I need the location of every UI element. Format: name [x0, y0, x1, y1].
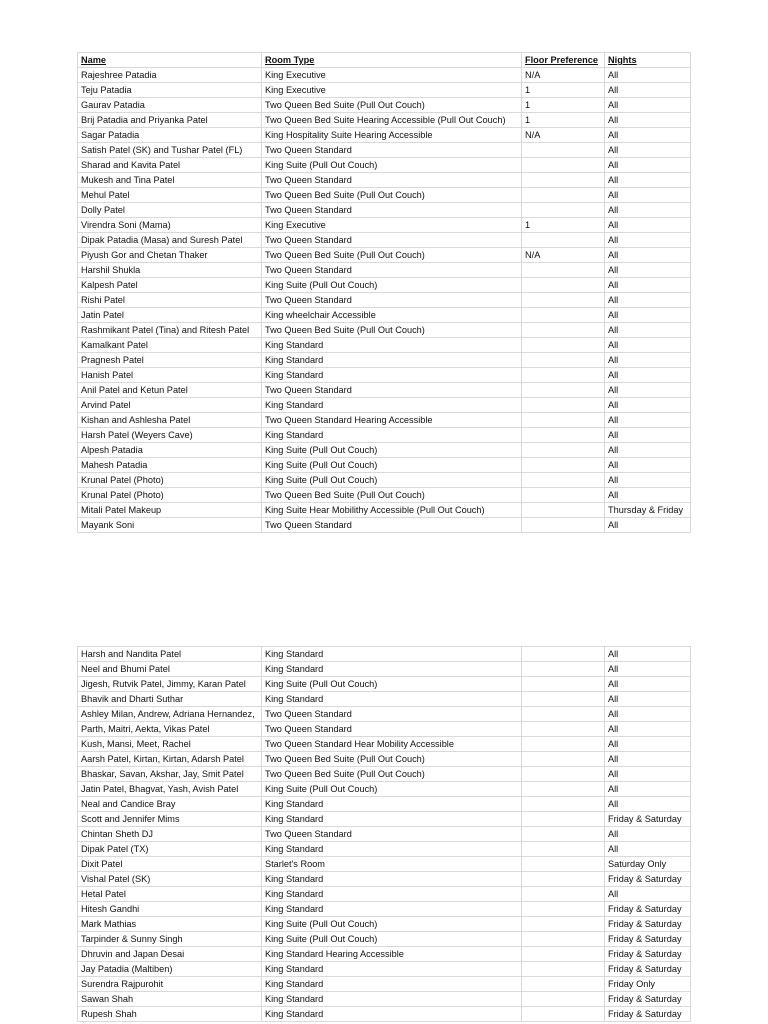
floor-preference-cell	[522, 977, 605, 992]
table-row	[78, 263, 691, 278]
nights-cell: All	[605, 113, 691, 128]
guest-name-cell: Hanish Patel	[78, 368, 262, 383]
table-row	[78, 827, 691, 842]
floor-preference-cell	[522, 947, 605, 962]
guest-name-cell: Jatin Patel	[78, 308, 262, 323]
floor-preference-cell: N/A	[522, 68, 605, 83]
room-type-cell: King wheelchair Accessible	[262, 308, 522, 323]
nights-cell: All	[605, 752, 691, 767]
floor-preference-cell	[522, 887, 605, 902]
guest-name-cell: Piyush Gor and Chetan Thaker	[78, 248, 262, 263]
nights-cell: All	[605, 677, 691, 692]
table-row	[78, 677, 691, 692]
table-row	[78, 413, 691, 428]
room-type-cell: King Suite (Pull Out Couch)	[262, 458, 522, 473]
guest-name-cell: Harsh and Nandita Patel	[78, 647, 262, 662]
table-row	[78, 518, 691, 533]
nights-cell: All	[605, 233, 691, 248]
nights-cell: All	[605, 353, 691, 368]
guest-name-cell: Jatin Patel, Bhagvat, Yash, Avish Patel	[78, 782, 262, 797]
floor-preference-cell	[522, 143, 605, 158]
floor-preference-cell: 1	[522, 218, 605, 233]
guest-name-cell: Rajeshree Patadia	[78, 68, 262, 83]
nights-cell: Friday & Saturday	[605, 932, 691, 947]
guest-name-cell: Dhruvin and Japan Desai	[78, 947, 262, 962]
guest-name-cell: Dipak Patadia (Masa) and Suresh Patel	[78, 233, 262, 248]
nights-cell: All	[605, 488, 691, 503]
floor-preference-cell	[522, 398, 605, 413]
floor-preference-cell	[522, 737, 605, 752]
floor-preference-cell	[522, 368, 605, 383]
room-type-cell: King Suite (Pull Out Couch)	[262, 473, 522, 488]
guest-name-cell: Kishan and Ashlesha Patel	[78, 413, 262, 428]
room-type-cell: Two Queen Standard	[262, 203, 522, 218]
nights-cell: All	[605, 68, 691, 83]
nights-cell: All	[605, 98, 691, 113]
room-type-cell: King Suite (Pull Out Couch)	[262, 443, 522, 458]
room-type-cell: King Standard	[262, 353, 522, 368]
table-row	[78, 902, 691, 917]
room-type-cell: Two Queen Standard	[262, 173, 522, 188]
guest-name-cell: Mark Mathias	[78, 917, 262, 932]
floor-preference-cell	[522, 488, 605, 503]
nights-cell: All	[605, 722, 691, 737]
nights-cell: Thursday & Friday	[605, 503, 691, 518]
table-row	[78, 218, 691, 233]
nights-cell: All	[605, 278, 691, 293]
nights-cell: All	[605, 458, 691, 473]
floor-preference-cell	[522, 443, 605, 458]
nights-cell: Friday & Saturday	[605, 962, 691, 977]
nights-cell: All	[605, 203, 691, 218]
nights-cell: Friday Only	[605, 977, 691, 992]
guest-name-cell: Hitesh Gandhi	[78, 902, 262, 917]
nights-cell: Friday & Saturday	[605, 947, 691, 962]
header-row	[78, 53, 691, 68]
guest-name-cell: Bhavik and Dharti Suthar	[78, 692, 262, 707]
room-type-cell: King Executive	[262, 83, 522, 98]
floor-preference-cell: N/A	[522, 248, 605, 263]
room-type-cell: Two Queen Standard	[262, 518, 522, 533]
floor-preference-cell	[522, 383, 605, 398]
table-row	[78, 842, 691, 857]
room-type-cell: Two Queen Standard Hearing Accessible	[262, 413, 522, 428]
floor-preference-cell	[522, 812, 605, 827]
room-type-cell: King Standard	[262, 797, 522, 812]
room-type-cell: King Standard Hearing Accessible	[262, 947, 522, 962]
room-type-cell: Two Queen Standard	[262, 233, 522, 248]
room-type-cell: King Suite (Pull Out Couch)	[262, 158, 522, 173]
guest-name-cell: Satish Patel (SK) and Tushar Patel (FL)	[78, 143, 262, 158]
guest-name-cell: Kush, Mansi, Meet, Rachel	[78, 737, 262, 752]
guest-name-cell: Rupesh Shah	[78, 1007, 262, 1022]
floor-preference-cell	[522, 233, 605, 248]
guest-name-cell: Surendra Rajpurohit	[78, 977, 262, 992]
guest-name-cell: Scott and Jennifer Mims	[78, 812, 262, 827]
floor-preference-cell: 1	[522, 83, 605, 98]
nights-cell: All	[605, 248, 691, 263]
table-row	[78, 398, 691, 413]
room-type-cell: Two Queen Bed Suite (Pull Out Couch)	[262, 767, 522, 782]
guest-name-cell: Dipak Patel (TX)	[78, 842, 262, 857]
table-row	[78, 977, 691, 992]
nights-cell: All	[605, 293, 691, 308]
table-row	[78, 248, 691, 263]
nights-cell: Saturday Only	[605, 857, 691, 872]
room-type-cell: Two Queen Bed Suite (Pull Out Couch)	[262, 188, 522, 203]
room-type-cell: King Suite (Pull Out Couch)	[262, 278, 522, 293]
guest-name-cell: Rashmikant Patel (Tina) and Ritesh Patel	[78, 323, 262, 338]
room-type-cell: Two Queen Bed Suite (Pull Out Couch)	[262, 752, 522, 767]
guest-name-cell: Jigesh, Rutvik Patel, Jimmy, Karan Patel	[78, 677, 262, 692]
table-row	[78, 947, 691, 962]
floor-preference-cell	[522, 293, 605, 308]
guest-name-cell: Neel and Bhumi Patel	[78, 662, 262, 677]
table-row	[78, 932, 691, 947]
floor-preference-cell	[522, 707, 605, 722]
guest-name-cell: Krunal Patel (Photo)	[78, 488, 262, 503]
guest-name-cell: Anil Patel and Ketun Patel	[78, 383, 262, 398]
floor-preference-cell: 1	[522, 98, 605, 113]
guest-name-cell: Harshil Shukla	[78, 263, 262, 278]
table-row	[78, 173, 691, 188]
guest-name-cell: Harsh Patel (Weyers Cave)	[78, 428, 262, 443]
table-row	[78, 662, 691, 677]
room-type-cell: King Standard	[262, 428, 522, 443]
floor-preference-cell	[522, 662, 605, 677]
nights-cell: All	[605, 443, 691, 458]
room-type-cell: King Standard	[262, 977, 522, 992]
guest-name-cell: Dolly Patel	[78, 203, 262, 218]
guest-name-cell: Mahesh Patadia	[78, 458, 262, 473]
table-row	[78, 68, 691, 83]
table-row	[78, 737, 691, 752]
table-row	[78, 83, 691, 98]
floor-preference-cell	[522, 428, 605, 443]
nights-cell: All	[605, 158, 691, 173]
room-type-cell: King Standard	[262, 1007, 522, 1022]
header-name: Name	[78, 53, 262, 68]
room-type-cell: Two Queen Bed Suite (Pull Out Couch)	[262, 323, 522, 338]
table-row	[78, 962, 691, 977]
table-row	[78, 338, 691, 353]
table-row	[78, 857, 691, 872]
header-nights: Nights	[605, 53, 691, 68]
guest-name-cell: Krunal Patel (Photo)	[78, 473, 262, 488]
floor-preference-cell	[522, 722, 605, 737]
table-row	[78, 782, 691, 797]
guest-name-cell: Vishal Patel (SK)	[78, 872, 262, 887]
room-type-cell: Two Queen Bed Suite (Pull Out Couch)	[262, 248, 522, 263]
nights-cell: Friday & Saturday	[605, 872, 691, 887]
guest-name-cell: Parth, Maitri, Aekta, Vikas Patel	[78, 722, 262, 737]
floor-preference-cell	[522, 338, 605, 353]
room-assignment-table	[77, 52, 691, 533]
nights-cell: All	[605, 473, 691, 488]
guest-name-cell: Aarsh Patel, Kirtan, Kirtan, Adarsh Patel	[78, 752, 262, 767]
floor-preference-cell	[522, 917, 605, 932]
table-row	[78, 887, 691, 902]
guest-name-cell: Mukesh and Tina Patel	[78, 173, 262, 188]
guest-name-cell: Sagar Patadia	[78, 128, 262, 143]
floor-preference-cell	[522, 173, 605, 188]
guest-name-cell: Bhaskar, Savan, Akshar, Jay, Smit Patel	[78, 767, 262, 782]
floor-preference-cell: N/A	[522, 128, 605, 143]
floor-preference-cell	[522, 308, 605, 323]
table-row	[78, 443, 691, 458]
nights-cell: All	[605, 887, 691, 902]
floor-preference-cell	[522, 692, 605, 707]
room-type-cell: Two Queen Standard Hear Mobility Accessible	[262, 737, 522, 752]
room-type-cell: King Standard	[262, 662, 522, 677]
guest-name-cell: Pragnesh Patel	[78, 353, 262, 368]
floor-preference-cell	[522, 797, 605, 812]
room-type-cell: King Standard	[262, 902, 522, 917]
guest-name-cell: Sawan Shah	[78, 992, 262, 1007]
floor-preference-cell	[522, 857, 605, 872]
table-row	[78, 647, 691, 662]
floor-preference-cell	[522, 458, 605, 473]
room-type-cell: Two Queen Bed Suite (Pull Out Couch)	[262, 98, 522, 113]
nights-cell: All	[605, 128, 691, 143]
room-type-cell: King Standard	[262, 368, 522, 383]
nights-cell: All	[605, 767, 691, 782]
nights-cell: All	[605, 797, 691, 812]
nights-cell: All	[605, 518, 691, 533]
guest-name-cell: Tarpinder & Sunny Singh	[78, 932, 262, 947]
nights-cell: All	[605, 413, 691, 428]
table-row	[78, 323, 691, 338]
nights-cell: All	[605, 263, 691, 278]
table-row	[78, 203, 691, 218]
floor-preference-cell	[522, 842, 605, 857]
floor-preference-cell	[522, 647, 605, 662]
room-type-cell: Two Queen Standard	[262, 827, 522, 842]
room-type-cell: Two Queen Standard	[262, 263, 522, 278]
room-type-cell: King Standard	[262, 872, 522, 887]
table-row	[78, 188, 691, 203]
floor-preference-cell	[522, 1007, 605, 1022]
floor-preference-cell	[522, 353, 605, 368]
room-type-cell: King Suite (Pull Out Couch)	[262, 917, 522, 932]
room-type-cell: King Standard	[262, 962, 522, 977]
guest-name-cell: Jay Patadia (Maltiben)	[78, 962, 262, 977]
nights-cell: All	[605, 737, 691, 752]
room-type-cell: Two Queen Standard	[262, 143, 522, 158]
guest-name-cell: Sharad and Kavita Patel	[78, 158, 262, 173]
table-row	[78, 353, 691, 368]
nights-cell: All	[605, 83, 691, 98]
room-type-cell: King Suite (Pull Out Couch)	[262, 932, 522, 947]
guest-name-cell: Mitali Patel Makeup	[78, 503, 262, 518]
room-type-cell: Two Queen Standard	[262, 722, 522, 737]
floor-preference-cell	[522, 827, 605, 842]
table-row	[78, 872, 691, 887]
room-type-cell: King Standard	[262, 812, 522, 827]
nights-cell: All	[605, 842, 691, 857]
floor-preference-cell	[522, 203, 605, 218]
room-type-cell: King Suite Hear Mobilithy Accessible (Pull Out Couch)	[262, 503, 522, 518]
guest-name-cell: Arvind Patel	[78, 398, 262, 413]
table-row	[78, 98, 691, 113]
nights-cell: All	[605, 218, 691, 233]
nights-cell: Friday & Saturday	[605, 1007, 691, 1022]
room-type-cell: King Hospitality Suite Hearing Accessible	[262, 128, 522, 143]
floor-preference-cell	[522, 158, 605, 173]
table-row	[78, 1007, 691, 1022]
guest-name-cell: Virendra Soni (Mama)	[78, 218, 262, 233]
room-type-cell: King Suite (Pull Out Couch)	[262, 677, 522, 692]
table-row	[78, 917, 691, 932]
nights-cell: Friday & Saturday	[605, 902, 691, 917]
room-type-cell: Two Queen Bed Suite Hearing Accessible (Pull Out Couch)	[262, 113, 522, 128]
table-row	[78, 143, 691, 158]
nights-cell: All	[605, 383, 691, 398]
guest-name-cell: Teju Patadia	[78, 83, 262, 98]
guest-name-cell: Chintan Sheth DJ	[78, 827, 262, 842]
floor-preference-cell	[522, 263, 605, 278]
guest-name-cell: Brij Patadia and Priyanka Patel	[78, 113, 262, 128]
table-row	[78, 707, 691, 722]
table-row	[78, 113, 691, 128]
nights-cell: All	[605, 143, 691, 158]
room-type-cell: King Standard	[262, 992, 522, 1007]
table-row	[78, 722, 691, 737]
room-assignment-table-continued	[77, 646, 691, 1022]
floor-preference-cell	[522, 932, 605, 947]
nights-cell: All	[605, 707, 691, 722]
floor-preference-cell	[522, 413, 605, 428]
table-row	[78, 692, 691, 707]
table-row	[78, 128, 691, 143]
guest-name-cell: Rishi Patel	[78, 293, 262, 308]
nights-cell: All	[605, 323, 691, 338]
room-type-cell: King Standard	[262, 338, 522, 353]
nights-cell: All	[605, 338, 691, 353]
guest-name-cell: Neal and Candice Bray	[78, 797, 262, 812]
floor-preference-cell	[522, 188, 605, 203]
floor-preference-cell	[522, 278, 605, 293]
table-row	[78, 458, 691, 473]
guest-name-cell: Hetal Patel	[78, 887, 262, 902]
guest-name-cell: Mayank Soni	[78, 518, 262, 533]
table-row	[78, 812, 691, 827]
table-row	[78, 158, 691, 173]
guest-name-cell: Gaurav Patadia	[78, 98, 262, 113]
room-type-cell: Two Queen Standard	[262, 383, 522, 398]
room-type-cell: King Standard	[262, 647, 522, 662]
room-type-cell: King Executive	[262, 218, 522, 233]
floor-preference-cell	[522, 323, 605, 338]
floor-preference-cell: 1	[522, 113, 605, 128]
guest-name-cell: Mehul Patel	[78, 188, 262, 203]
floor-preference-cell	[522, 518, 605, 533]
nights-cell: Friday & Saturday	[605, 992, 691, 1007]
table-row	[78, 797, 691, 812]
floor-preference-cell	[522, 872, 605, 887]
header-room-type: Room Type	[262, 53, 522, 68]
nights-cell: All	[605, 647, 691, 662]
guest-name-cell: Kamalkant Patel	[78, 338, 262, 353]
nights-cell: All	[605, 662, 691, 677]
room-type-cell: King Standard	[262, 692, 522, 707]
room-type-cell: Two Queen Standard	[262, 293, 522, 308]
room-type-cell: King Standard	[262, 398, 522, 413]
room-type-cell: Starlet's Room	[262, 857, 522, 872]
nights-cell: All	[605, 782, 691, 797]
room-type-cell: Two Queen Bed Suite (Pull Out Couch)	[262, 488, 522, 503]
table-row	[78, 503, 691, 518]
nights-cell: All	[605, 692, 691, 707]
header-floor-preference: Floor Preference	[522, 53, 605, 68]
room-type-cell: King Executive	[262, 68, 522, 83]
floor-preference-cell	[522, 992, 605, 1007]
nights-cell: All	[605, 188, 691, 203]
room-type-cell: King Standard	[262, 842, 522, 857]
table-row	[78, 767, 691, 782]
guest-name-cell: Ashley Milan, Andrew, Adriana Hernandez,	[78, 707, 262, 722]
table-row	[78, 233, 691, 248]
nights-cell: All	[605, 428, 691, 443]
table-row	[78, 752, 691, 767]
table-row	[78, 488, 691, 503]
floor-preference-cell	[522, 752, 605, 767]
table-row	[78, 308, 691, 323]
table-row	[78, 278, 691, 293]
table-row	[78, 473, 691, 488]
floor-preference-cell	[522, 782, 605, 797]
room-type-cell: King Suite (Pull Out Couch)	[262, 782, 522, 797]
nights-cell: All	[605, 827, 691, 842]
floor-preference-cell	[522, 677, 605, 692]
room-type-cell: Two Queen Standard	[262, 707, 522, 722]
nights-cell: All	[605, 173, 691, 188]
nights-cell: All	[605, 368, 691, 383]
nights-cell: All	[605, 398, 691, 413]
floor-preference-cell	[522, 902, 605, 917]
table-row	[78, 992, 691, 1007]
guest-name-cell: Dixit Patel	[78, 857, 262, 872]
floor-preference-cell	[522, 503, 605, 518]
guest-name-cell: Alpesh Patadia	[78, 443, 262, 458]
table-row	[78, 428, 691, 443]
nights-cell: All	[605, 308, 691, 323]
guest-name-cell: Kalpesh Patel	[78, 278, 262, 293]
table-row	[78, 293, 691, 308]
floor-preference-cell	[522, 473, 605, 488]
floor-preference-cell	[522, 962, 605, 977]
floor-preference-cell	[522, 767, 605, 782]
table-row	[78, 368, 691, 383]
nights-cell: Friday & Saturday	[605, 812, 691, 827]
table-row	[78, 383, 691, 398]
nights-cell: Friday & Saturday	[605, 917, 691, 932]
room-type-cell: King Standard	[262, 887, 522, 902]
